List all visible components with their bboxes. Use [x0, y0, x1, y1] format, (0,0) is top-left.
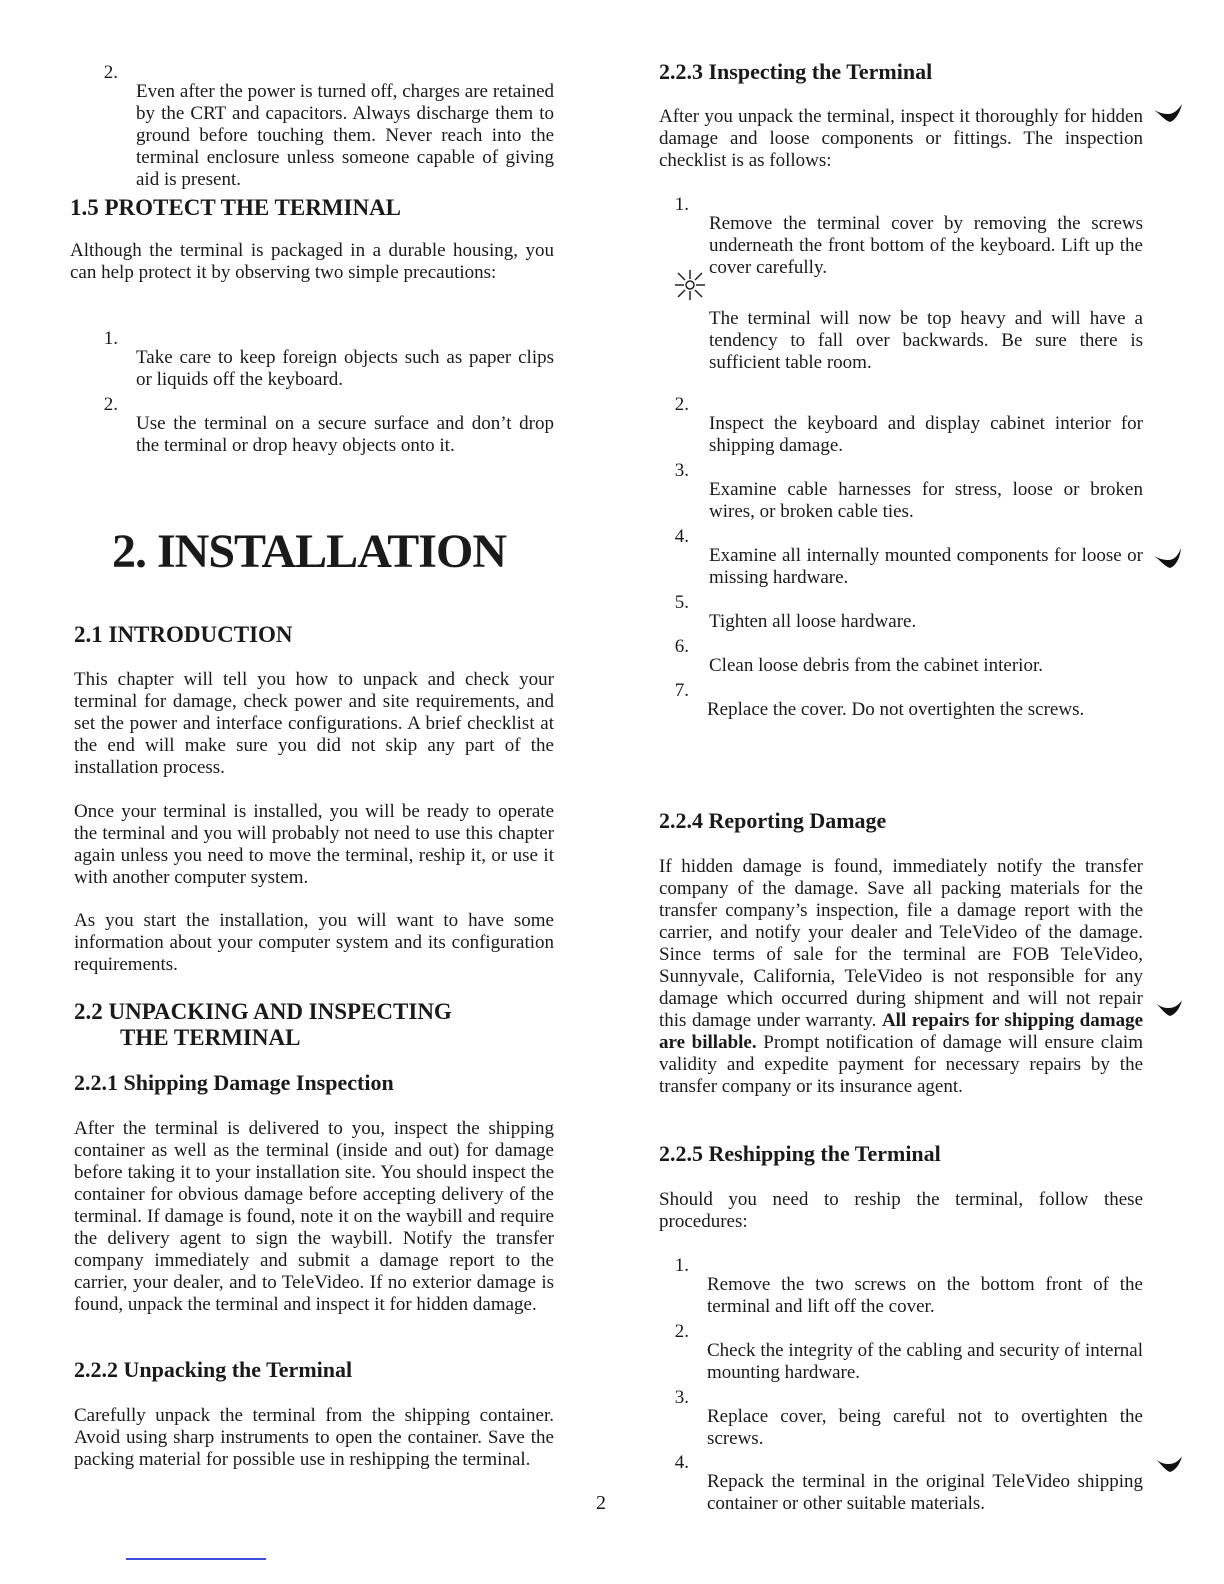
item-text: Repack the terminal in the original TeleVideo shipping container or other suitable materials.	[707, 1471, 1143, 1514]
section-1-5	[70, 195, 554, 221]
list-item	[659, 194, 1143, 298]
check-mark-icon	[1152, 102, 1184, 126]
item-text: Remove the terminal cover by removing the screws underneath the front bottom of the keyboard. Lift up the cover carefully.	[709, 213, 1143, 278]
item-text: Replace cover, being careful not to overtighten the screws.	[707, 1406, 1143, 1449]
item-number: 4.	[674, 1452, 689, 1473]
chapter-title: 2. INSTALLATION	[112, 525, 506, 578]
item-number: 4.	[674, 526, 689, 547]
item-number: 1.	[674, 194, 689, 215]
paragraph: Carefully unpack the terminal from the shipping container. Avoid using sharp instruments to open the container. Save the packing material for possible use in reshipping the terminal.	[74, 1405, 554, 1470]
paragraph: After you unpack the terminal, inspect it thoroughly for hidden damage and loose components or fittings. The inspection checklist is as follows:	[659, 106, 1143, 171]
item-text: Examine all internally mounted components for loose or missing hardware.	[709, 545, 1143, 588]
item-text: Replace the cover. Do not overtighten the screws.	[707, 699, 1085, 720]
report-text-cont: Prompt notification of damage will ensure claim validity and expedite payment for necessary repairs by the transfer company or its insurance agent.	[659, 1032, 1143, 1097]
item-number: 1.	[674, 1255, 689, 1276]
section-heading-line1: 2.2 UNPACKING AND INSPECTING	[74, 999, 452, 1024]
item-text: Use the terminal on a secure surface and don’t drop the terminal or drop heavy objects onto it.	[136, 413, 554, 456]
item-text: Check the integrity of the cabling and security of internal mounting hardware.	[707, 1340, 1143, 1383]
list-item	[659, 680, 1143, 740]
check-mark-icon	[1152, 996, 1184, 1020]
subsection-heading: 2.2.2 Unpacking the Terminal	[74, 1357, 353, 1382]
section-intro: Although the terminal is packaged in a durable housing, you can help protect it by observing two simple precautions:	[70, 240, 554, 283]
item-text: Tighten all loose hardware.	[709, 611, 917, 632]
subsection-heading: 2.2.3 Inspecting the Terminal	[659, 59, 933, 84]
page-number: 2	[596, 1492, 606, 1514]
item-text: Remove the two screws on the bottom front of the terminal and lift off the cover.	[707, 1274, 1143, 1317]
section-heading-line2: THE TERMINAL	[120, 1025, 301, 1050]
section-heading: 1.5 PROTECT THE TERMINAL	[70, 195, 402, 220]
section-2-2	[74, 999, 554, 1051]
footer-rule	[126, 1558, 266, 1560]
item-number: 2.	[103, 62, 118, 83]
list-item	[88, 394, 554, 476]
report-text: If hidden damage is found, immediately notify the transfer company of the damage. Save all packing materials for the transfer company’s inspection, file a damage report with the carrier, and notify your dealer and TeleVideo of the damage. Since terms of sale for the terminal are FOB TeleVideo, Sunnyvale, California, TeleVideo is not responsible for any damage which occurred during shipment and will not repair this damage under warranty.	[659, 856, 1143, 1031]
item-text: Clean loose debris from the cabinet interior.	[709, 655, 1043, 676]
list-item	[88, 62, 554, 210]
paragraph	[659, 856, 1143, 1098]
item-number: 1.	[103, 328, 118, 349]
check-mark-icon	[1152, 546, 1184, 572]
section-heading: 2.1 INTRODUCTION	[74, 622, 293, 647]
check-mark-icon	[1152, 1452, 1184, 1476]
item-text: Examine cable harnesses for stress, loose or broken wires, or broken cable ties.	[709, 479, 1143, 522]
caution-text: The terminal will now be top heavy and will have a tendency to fall over backwards. Be sure there is sufficient table room.	[709, 308, 1143, 373]
sunburst-caution-icon	[673, 268, 707, 302]
paragraph: Once your terminal is installed, you will be ready to operate the terminal and you will probably not need to use this chapter again unless you need to move the terminal, reship it, or use it with another computer system.	[74, 801, 554, 888]
paragraph: This chapter will tell you how to unpack and check your terminal for damage, check power and site requirements, and set the power and interface configurations. A brief checklist at the end will make sure you did not skip any part of the installation process.	[74, 669, 554, 778]
report-emphasis: All repairs for shipping damage are billable.	[659, 1010, 1144, 1053]
subsection-heading: 2.2.4 Reporting Damage	[659, 808, 887, 833]
item-number: 5.	[674, 592, 689, 613]
item-text: Inspect the keyboard and display cabinet interior for shipping damage.	[709, 413, 1143, 456]
item-text: Take care to keep foreign objects such as paper clips or liquids off the keyboard.	[136, 347, 554, 390]
item-number: 7.	[674, 680, 689, 701]
subsection-heading: 2.2.1 Shipping Damage Inspection	[74, 1070, 394, 1095]
item-number: 3.	[674, 460, 689, 481]
item-number: 3.	[674, 1387, 689, 1408]
list-item	[659, 1452, 1143, 1534]
item-number: 2.	[103, 394, 118, 415]
paragraph: Should you need to reship the terminal, follow these procedures:	[659, 1189, 1143, 1232]
item-number: 2.	[674, 394, 689, 415]
subsection-heading: 2.2.5 Reshipping the Terminal	[659, 1141, 941, 1166]
item-number: 6.	[674, 636, 689, 657]
item-text: Even after the power is turned off, charges are retained by the CRT and capacitors. Always discharge them to ground before touching them. Never reach into the terminal enclosure unless someone capable of giving aid is present.	[136, 81, 554, 190]
paragraph: After the terminal is delivered to you, inspect the shipping container as well as the terminal (inside and out) for damage before taking it to your installation site. You should inspect the container for obvious damage before accepting delivery of the terminal. If damage is found, note it on the waybill and require the delivery agent to sign the waybill. Notify the transfer company immediately and submit a damage report to the carrier, your dealer, and to TeleVideo. If no exterior damage is found, unpack the terminal and inspect it for hidden damage.	[74, 1118, 554, 1315]
paragraph: As you start the installation, you will want to have some information about your computer system and its configuration requirements.	[74, 910, 554, 975]
item-number: 2.	[674, 1321, 689, 1342]
